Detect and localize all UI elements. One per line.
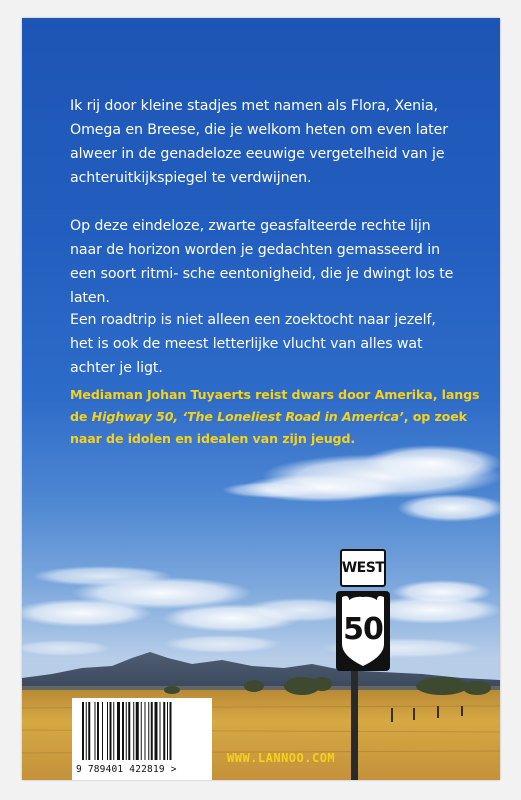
barcode: [72, 698, 212, 780]
sign-pole: [351, 668, 358, 780]
west-sign-label: WEST: [341, 560, 385, 576]
clouds: [22, 445, 500, 658]
isbn-number: 9 789401 422819 >: [76, 764, 177, 775]
route-shield: [335, 590, 391, 672]
back-cover: [22, 18, 500, 780]
blurb-highway: Highway 50, ‘The Loneliest Road in America’: [91, 409, 404, 424]
paragraph-horizon: Op deze eindeloze, zwarte geasfalteerde rechte lijn naar de horizon worden je gedachten gemasseerd in een soort ritmi- sche eentonigheid, die je dwingt los te laten.: [70, 218, 454, 306]
west-sign: [340, 549, 386, 587]
publisher-website: WWW.LANNOO.COM: [227, 751, 336, 765]
barcode-bars: [80, 702, 204, 760]
author-blurb: [70, 384, 480, 450]
paragraph-towns: Ik rij door kleine stadjes met namen als Flora, Xenia, Omega en Breese, die je welkom heten om even later alweer in de genadeloze eeuwige vergetelheid van je achteruitkijkspiegel te verdwijnen.: [70, 98, 449, 186]
blurb-intro: Mediaman Johan Tuyaerts reist dwars door Amerika, langs de: [70, 387, 480, 424]
paragraph-roadtrip: Een roadtrip is niet alleen een zoektocht naar jezelf, het is ook de meest letterlijke vlucht van alles wat achter je ligt.: [70, 312, 436, 376]
route-number: 50: [343, 612, 383, 647]
blurb-outro: , op zoek naar de idolen en idealen van zijn jeugd.: [70, 409, 467, 446]
